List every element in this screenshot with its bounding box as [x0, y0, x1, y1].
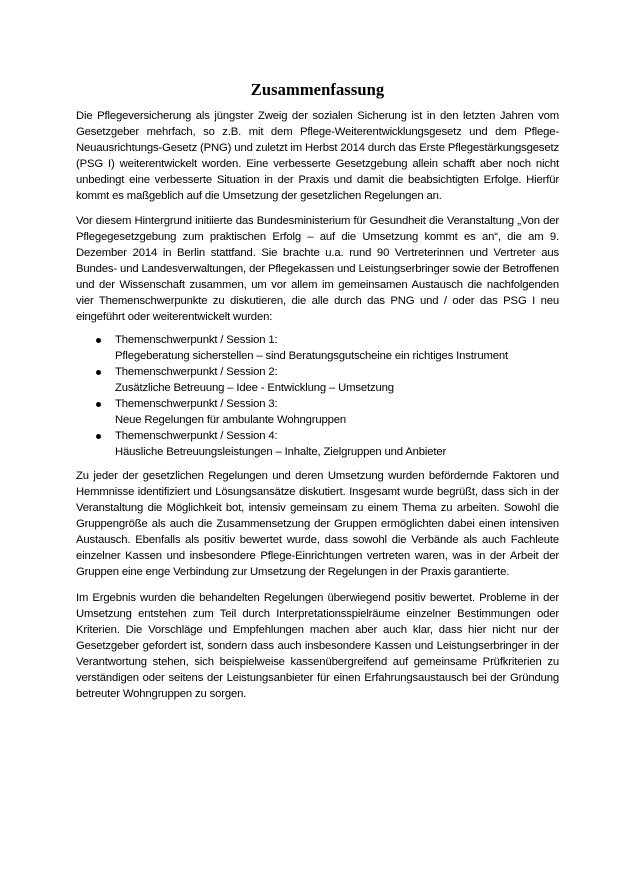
session-topic: Häusliche Betreuungsleistungen – Inhalte, Zielgruppen und Anbieter — [115, 446, 447, 458]
intro-paragraph: Die Pflegeversicherung als jüngster Zweig der sozialen Sicherung ist in den letzten Jahren vom Gesetzgeber mehrfach, so z.B. mit dem Pflege-Weiterentwicklungsgesetz und dem Pflege-Neuausrichtungs-Gesetz (PNG) und zuletzt im Herbst 2014 durch das Erste Pflegestärkungsgesetz (PSG I) weiterentwickelt worden. Eine verbesserte Gesetzgebung allein schafft aber noch nicht unbedingt eine verbesserte Situation in der Praxis und damit die beabsichtigten Erfolge. Hierfür kommt es maßgeblich auf die Umsetzung der gesetzlichen Regelungen an. — [76, 110, 559, 202]
session-list — [76, 332, 559, 460]
session-topic: Neue Regelungen für ambulante Wohngruppen — [115, 414, 347, 426]
session-heading: Themenschwerpunkt / Session 4: — [115, 430, 278, 442]
background-paragraph: Vor diesem Hintergrund initiierte das Bundesministerium für Gesundheit die Veranstaltung „Von der Pflegegesetzgebung zum praktischen Erfolg – auf die Umsetzung kommt es an“, die am 9. Dezember 2014 in Berlin stattfand. Sie brachte u.a. rund 90 Vertreterinnen und Vertreter aus Bundes- und Landesverwaltungen, der Pflegekassen und Leistungserbringer sowie der Betroffenen und der Wissenschaft zusammen, um vor allem im gemeinsamen Austausch die nachfolgenden vier Themenschwerpunkte zu diskutieren, die alle durch das PNG und / oder das PSG I neu eingeführt oder weiterentwickelt wurden: — [76, 215, 559, 323]
session-heading: Themenschwerpunkt / Session 2: — [115, 366, 278, 378]
bullet-icon — [96, 370, 101, 375]
bullet-icon — [96, 434, 101, 439]
session-heading: Themenschwerpunkt / Session 3: — [115, 398, 278, 410]
page-title: Zusammenfassung — [250, 80, 385, 99]
list-item — [76, 396, 559, 428]
list-item — [76, 332, 559, 364]
list-item — [76, 364, 559, 396]
bullet-icon — [96, 402, 101, 407]
session-heading: Themenschwerpunkt / Session 1: — [115, 334, 278, 346]
session-topic: Pflegeberatung sicherstellen – sind Beratungsgutscheine ein richtiges Instrument — [115, 350, 509, 362]
result-paragraph: Im Ergebnis wurden die behandelten Regelungen überwiegend positiv bewertet. Probleme in der Umsetzung entstehen zum Teil durch Interpretationsspielräume einzelner Bestimmungen oder Kriterien. Die Vorschläge und Empfehlungen machen aber auch klar, dass hier nicht nur der Gesetzgeber gefordert ist, sondern dass auch insbesondere Kassen und Leistungserbringer in der Verantwortung stehen, sich beispielweise kassenübergreifend auf gemeinsame Prüfkriterien zu verständigen oder seitens der Leistungsanbieter für einen Erfahrungsaustausch bei der Gründung betreuter Wohngruppen zu sorgen. — [76, 592, 559, 700]
list-item — [76, 428, 559, 460]
session-topic: Zusätzliche Betreuung – Idee - Entwicklung – Umsetzung — [115, 382, 394, 394]
bullet-icon — [96, 338, 101, 343]
document-page — [76, 0, 559, 702]
discussion-paragraph: Zu jeder der gesetzlichen Regelungen und deren Umsetzung wurden befördernde Faktoren und Hemmnisse identifiziert und Lösungsansätze diskutiert. Insgesamt wurde begrüßt, dass sich in der Veranstaltung die Möglichkeit bot, intensiv gemeinsam zu einem Thema zu arbeiten. Sowohl die Gruppengröße als auch die Zusammensetzung der Gruppen ermöglichten dabei einen intensiven Austausch. Ebenfalls als positiv bewertet wurde, dass sowohl die Verbände als auch Fachleute einzelner Kassen und insbesondere Pflege-Einrichtungen vertreten waren, was in der Arbeit der Gruppen eine enge Verbindung zur Umsetzung der Regelungen in der Praxis garantierte. — [76, 470, 559, 578]
